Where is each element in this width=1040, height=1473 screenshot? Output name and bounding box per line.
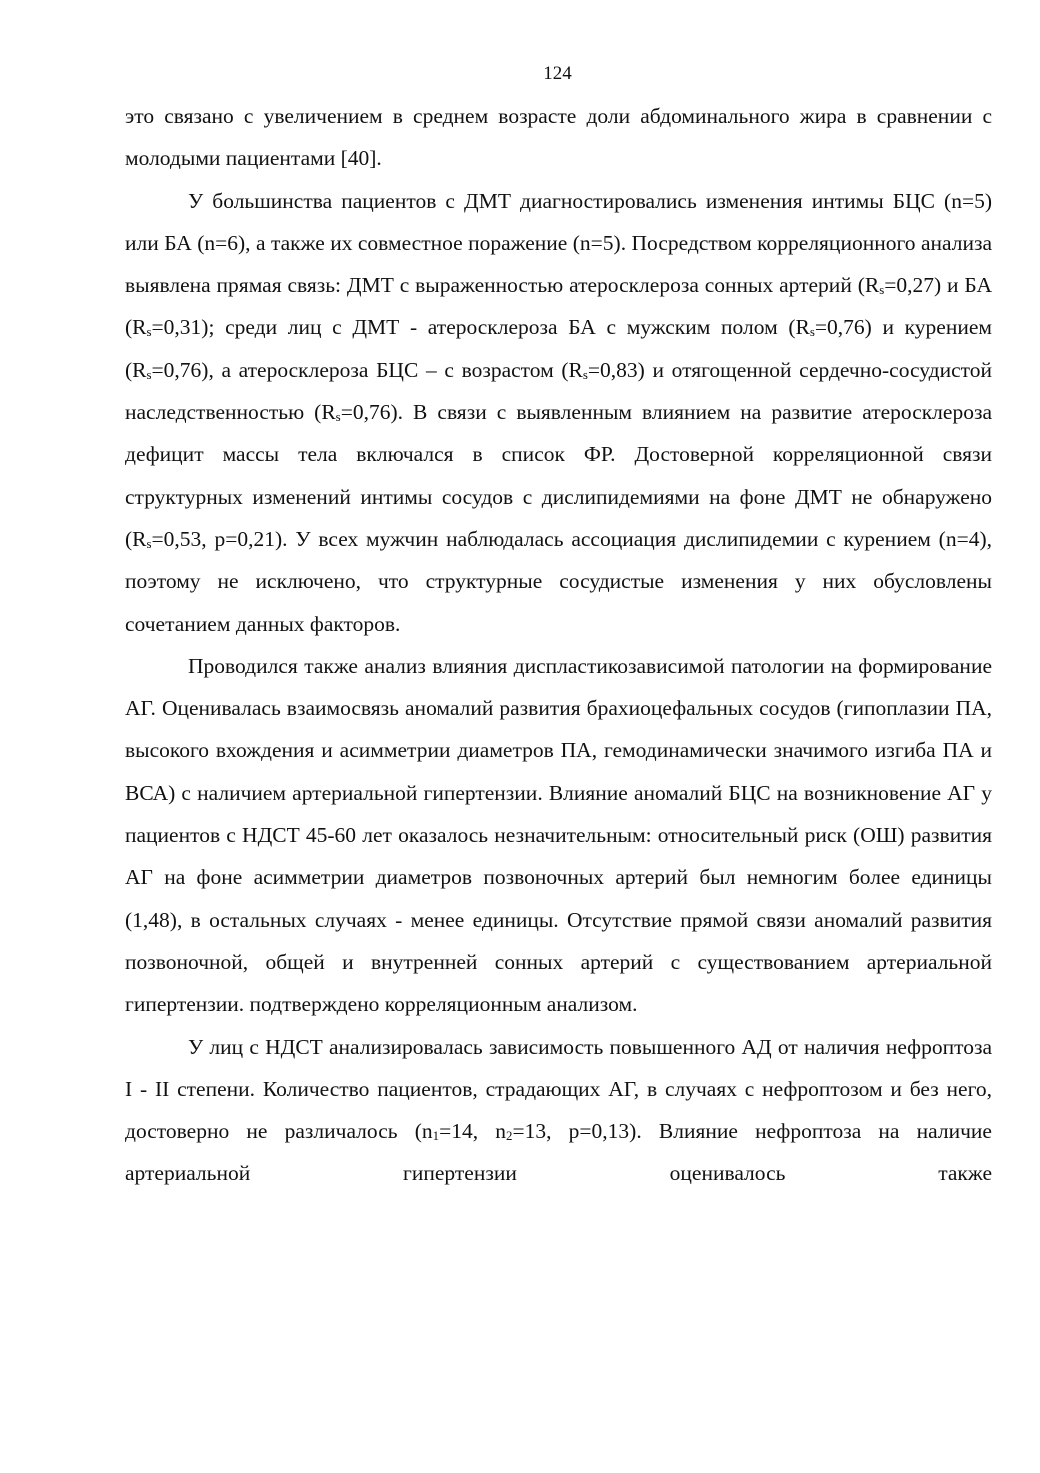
document-body	[125, 95, 992, 1195]
text-run: =0,31); среди лиц с ДМТ - атеросклероза БА с мужским полом (R	[151, 315, 810, 340]
subscript: s	[146, 367, 152, 382]
text-run: =0,53, p=0,21). У всех мужчин наблюдалась ассоциация дислипидемии с курением (n=4), поэтому не исключено, что структурные сосудистые изменения у них обусловлены сочетанием данных факторов.	[125, 526, 992, 636]
subscript: s	[809, 325, 815, 340]
subscript: s	[879, 283, 885, 298]
paragraph-1	[125, 95, 992, 180]
text-run: =0,83) и отягощенной сердечно-сосудистой наследственностью (R	[125, 357, 992, 425]
subscript: 2	[506, 1129, 513, 1144]
page-number: 124	[543, 63, 572, 84]
text-run: =0,76). В связи с выявленным влиянием на развитие атеросклероза дефицит массы тела включался в список ФР. Достоверной корреляционной связи структурных изменений интимы сосудов с дислипидемиями на фоне ДМТ не обнаружено (R	[125, 400, 992, 551]
subscript: s	[335, 410, 341, 424]
text-run: это связано с увеличением в среднем возрасте доли абдоминального жира в сравнении с молодыми пациентами [40].	[125, 104, 992, 171]
subscript: 1	[432, 1129, 440, 1144]
text-run: =0,27) и БА (R	[125, 273, 992, 340]
text-run: =0,76) и курением (R	[125, 315, 992, 382]
subscript: s	[582, 367, 588, 382]
paragraph-3	[125, 645, 992, 1026]
text-run: =0,76), а атеросклероза БЦС – с возрастом (R	[151, 357, 583, 382]
text-run: Проводился также анализ влияния диспластикозависимой патологии на формирование АГ. Оценивалась взаимосвязь аномалий развития брахиоцефальных сосудов (гипоплазии ПА, высокого вхождения и асимметрии диаметров ПА, гемодинамически значимого изгиба ПА и ВСА) с наличием артериальной гипертензии. Влияние аномалий БЦС на возникновение АГ у пациентов с НДСТ 45-60 лет оказалось незначительным: относительный риск (ОШ) развития АГ на фоне асимметрии диаметров позвоночных артерий был немногим более единицы (1,48), в остальных случаях - менее единицы. Отсутствие прямой связи аномалий развития позвоночной, общей и внутренней сонных артерий с существованием артериальной гипертензии. подтверждено корреляционным анализом.	[125, 653, 992, 1017]
paragraph-2	[125, 180, 992, 645]
text-run: У лиц с НДСТ анализировалась зависимость повышенного АД от наличия нефроптоза I - II степени. Количество пациентов, страдающих АГ, в случаях с нефроптозом и без него, достоверно не различалось (n	[125, 1034, 992, 1144]
text-run: =14, n	[439, 1119, 507, 1144]
paragraph-4	[125, 1026, 992, 1195]
subscript: s	[146, 536, 152, 551]
text-run: =13, p=0,13). Влияние нефроптоза на наличие артериальной гипертензии оценивалось также	[125, 1119, 992, 1186]
subscript: s	[146, 325, 152, 340]
text-run: У большинства пациентов с ДМТ диагностировались изменения интимы БЦС (n=5) или БА (n=6), а также их совместное поражение (n=5). Посредством корреляционного анализа выявлена прямая связь: ДМТ с выраженностью атеросклероза сонных артерий (R	[125, 188, 992, 298]
